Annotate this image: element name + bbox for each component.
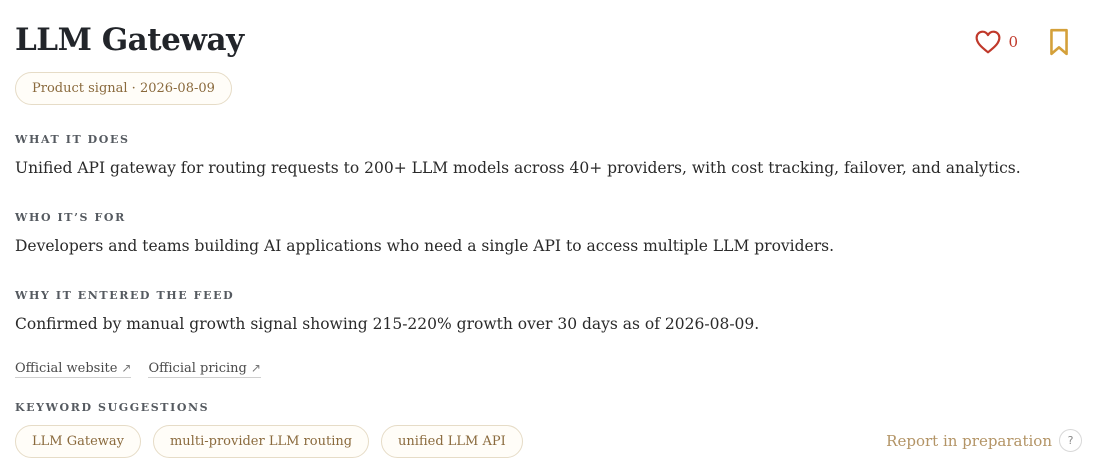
- official-links: [15, 361, 261, 378]
- product-signal-badge: Product signal · 2026-08-09: [15, 72, 232, 105]
- like-count: 0: [1008, 33, 1018, 51]
- external-link-icon: ↗: [121, 361, 132, 375]
- help-icon[interactable]: ?: [1059, 429, 1082, 452]
- what-it-does-heading: WHAT IT DOES: [15, 133, 130, 146]
- keyword-suggestions: [15, 425, 523, 458]
- keyword-chip[interactable]: multi-provider LLM routing: [153, 425, 369, 458]
- like-button[interactable]: [975, 30, 1018, 54]
- keyword-chip[interactable]: unified LLM API: [381, 425, 523, 458]
- card-actions: [975, 28, 1070, 56]
- page-title: LLM Gateway: [15, 22, 244, 58]
- official-pricing-label: Official pricing: [148, 361, 247, 376]
- keyword-chip[interactable]: LLM Gateway: [15, 425, 141, 458]
- who-its-for-heading: WHO IT’S FOR: [15, 211, 126, 224]
- why-in-feed-text: Confirmed by manual growth signal showing 215-220% growth over 30 days as of 2026-08-09.: [15, 315, 760, 333]
- what-it-does-text: Unified API gateway for routing requests to 200+ LLM models across 40+ providers, with cost tracking, failover, and analytics.: [15, 159, 1021, 177]
- bookmark-outline-icon: [1048, 28, 1070, 56]
- why-in-feed-heading: WHY IT ENTERED THE FEED: [15, 289, 235, 302]
- who-its-for-text: Developers and teams building AI applications who need a single API to access multiple LLM providers.: [15, 237, 835, 255]
- heart-outline-icon: [975, 30, 1001, 54]
- official-website-label: Official website: [15, 361, 118, 376]
- official-website-link[interactable]: [15, 361, 131, 378]
- bookmark-button[interactable]: [1048, 28, 1070, 56]
- keyword-suggestions-heading: KEYWORD SUGGESTIONS: [15, 401, 210, 414]
- report-status: [886, 429, 1082, 452]
- external-link-icon: ↗: [250, 361, 261, 375]
- report-status-text: Report in preparation: [886, 431, 1052, 450]
- official-pricing-link[interactable]: [148, 361, 260, 378]
